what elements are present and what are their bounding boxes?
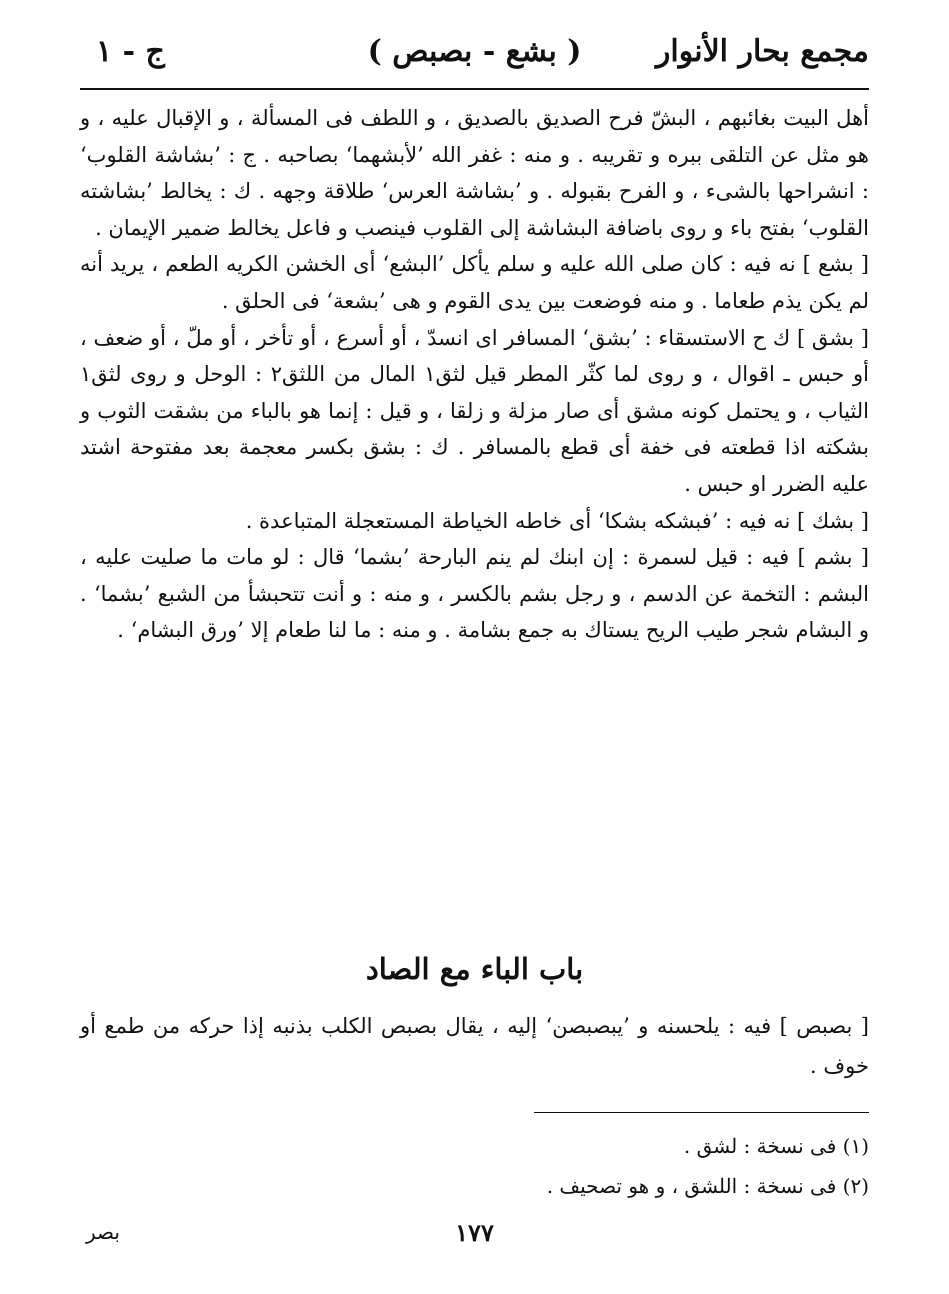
footnote-2: (٢) فى نسخة : اللشق ، و هو تصحيف . (546, 1174, 869, 1198)
entry-bshm: [ بشم ] فيه : قيل لسمرة : إن ابنك لم ينم البارحة ’بشما‘ قال : لو مات ما صليت عليه ، البشم : التخمة عن الدسم ، و رجل بشم بالكسر ، و منه : و أنت تتحبشأ من الشبع ’بشما‘ . و البشام شجر طيب الريح يستاك به جمع بشامة . و منه : ما لنا طعام إلا ’ورق البشام‘ . (80, 545, 869, 643)
entry-bsha: [ بشع ] نه فيه : كان صلى الله عليه و سلم يأكل ’البشع‘ أى الخشن الكريه الطعم ، يريد أنه لم يكن يذم طعاما . و منه فوضعت بين يدى القوم و هى ’بشعة‘ فى الحلق . (80, 252, 869, 313)
catchword: بصر (86, 1220, 120, 1244)
page-number: ١٧٧ (455, 1218, 494, 1247)
running-header (80, 34, 869, 84)
main-text (80, 100, 869, 649)
book-title: مجمع بحار الأنوار (655, 34, 869, 69)
entry-bsbs: [ بصبص ] فيه : يلحسنه و ’يبصبصن‘ إليه ، يقال بصبص الكلب بذنبه إذا حركه من طمع أو خوف . (80, 1014, 869, 1078)
entry-bshk: [ بشك ] نه فيه : ’فبشكه بشكا‘ أى خاطه الخياطة المستعجلة المتباعدة . (245, 508, 869, 533)
page-headwords: ( بشع - بصبص ) (367, 34, 582, 69)
header-rule (80, 88, 869, 90)
footnote-1: (١) فى نسخة : لشق . (683, 1134, 869, 1158)
volume-number: ج - ١ (96, 34, 165, 69)
section-title: باب الباء مع الصاد (365, 952, 584, 986)
paragraph: أهل البيت بغائبهم ، البشّ فرح الصديق بالصديق ، و اللطف فى المسألة ، و الإقبال عليه ، و هو مثل عن التلقى ببره و تقريبه . و منه : غفر الله ’لأبشهما‘ بصاحبه . ج : ’بشاشة القلوب‘ : انشراحها بالشىء ، و الفرح بقبوله . و ’بشاشة العرس‘ طلاقة وجهه . ك : يخالط ’بشاشته القلوب‘ بفتح باء و روى باضافة البشاشة إلى القلوب فينصب و فاعل يخالط ضمير الإيمان . (80, 106, 869, 240)
footnotes (80, 1126, 869, 1206)
entry-bshq: [ بشق ] ك ح الاستسقاء : ’بشق‘ المسافر اى انسدّ ، أو أسرع ، أو تأخر ، أو ملّ ، أو ضعف ، أو حبس ـ اقوال ، و روى لما كثّر المطر قيل لثق١ المال من اللثق٢ : الوحل و روى لثق١ الثياب ، و يحتمل كونه مشق أى صار مزلة و زلقا ، و قيل : إنما هو بالباء من بشقت الثوب و بشكته اذا قطعته فى خفة أى قطع بالمسافر . ك : بشق بكسر معجمة بعد مفتوحة اشتد عليه الضرر او حبس . (80, 325, 869, 496)
section-text (80, 1006, 869, 1086)
footnote-rule (534, 1112, 869, 1113)
